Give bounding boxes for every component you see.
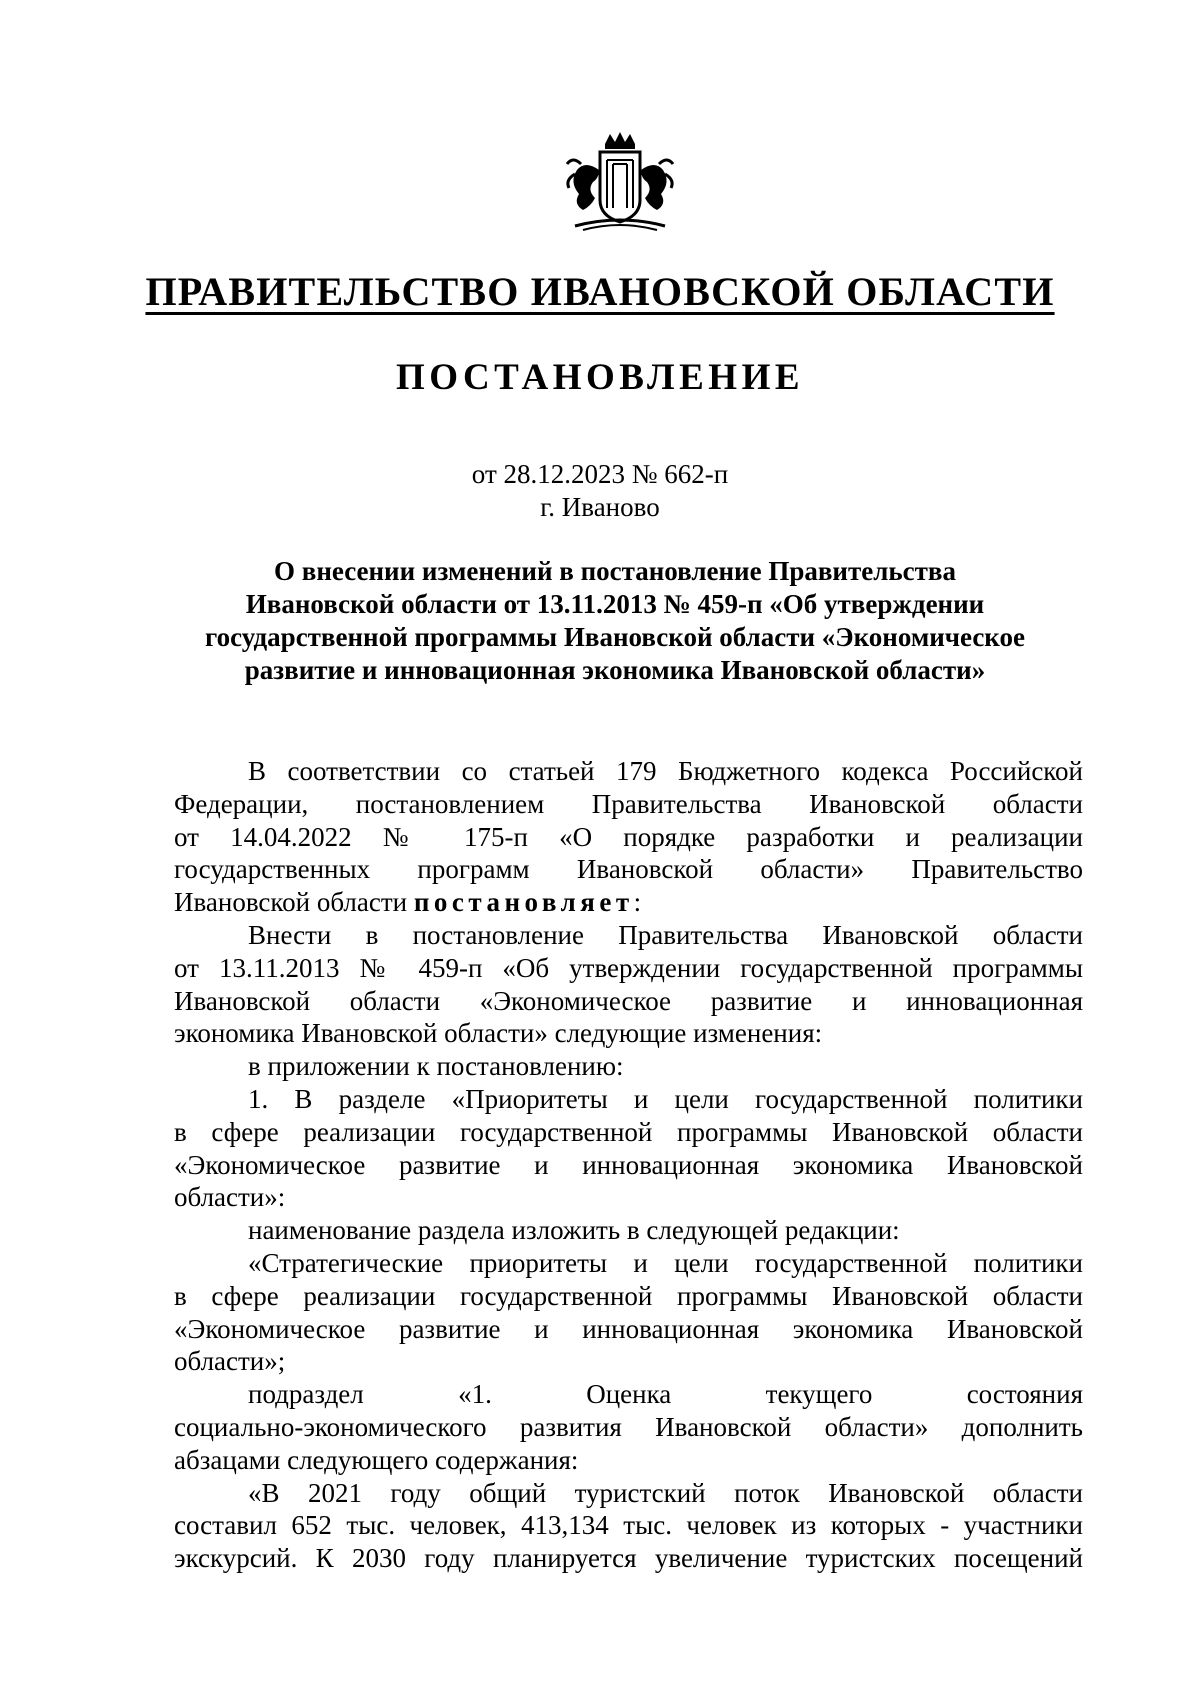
body-line: 1. В разделе «Приоритеты и цели государственной политики (248, 1083, 1083, 1114)
body-line: области»; (174, 1346, 286, 1377)
body-line: «В 2021 году общий туристский поток Ивановской области (248, 1477, 1083, 1508)
decree-colon: : (633, 887, 642, 918)
body-line: Федерации, постановлением Правительства Ивановской области (174, 788, 1083, 819)
document-city: г. Иваново (540, 492, 660, 522)
document-type: ПОСТАНОВЛЕНИЕ (395, 357, 805, 398)
body-line: «Экономическое развитие и инновационная экономика Ивановской (174, 1313, 1083, 1344)
body-line: социально-экономического развития Ивановской области» дополнить (174, 1411, 1083, 1442)
subject-line: О внесении изменений в постановление Правительства (274, 556, 956, 586)
subject-line: Ивановской области от 13.11.2013 № 459-п «Об утверждении (245, 589, 985, 619)
body-line: от 14.04.2022 № 175-п «О порядке разработки и реализации (174, 821, 1083, 852)
document-date-number: от 28.12.2023 № 662-п (471, 459, 729, 489)
document-body (174, 755, 1083, 1575)
body-line-text: Ивановской области (174, 887, 408, 918)
body-line-decree (174, 886, 1083, 919)
body-line: государственных программ Ивановской области» Правительство (174, 854, 1083, 885)
document-subject (175, 555, 1055, 687)
body-line: экскурсий. К 2030 году планируется увеличение туристских посещений (174, 1543, 1083, 1574)
government-title: ПРАВИТЕЛЬСТВО ИВАНОВСКОЙ ОБЛАСТИ (145, 269, 1055, 314)
body-line: составил 652 тыс. человек, 413,134 тыс. человек из которых - участники (174, 1510, 1083, 1541)
body-line: «Стратегические приоритеты и цели государственной политики (248, 1247, 1083, 1278)
coat-of-arms-icon (555, 130, 685, 240)
body-line: в сфере реализации государственной программы Ивановской области (174, 1116, 1083, 1147)
decree-word: постановляет (413, 887, 634, 918)
subject-line: государственной программы Ивановской области «Экономическое (205, 622, 1025, 652)
subject-line: развитие и инновационная экономика Ивановской области» (244, 655, 986, 685)
body-line: в приложении к постановлению: (248, 1051, 624, 1082)
body-line: в сфере реализации государственной программы Ивановской области (174, 1280, 1083, 1311)
body-line: экономика Ивановской области» следующие изменения: (174, 1018, 823, 1049)
body-line: от 13.11.2013 № 459-п «Об утверждении государственной программы (174, 952, 1083, 983)
body-line: подраздел «1. Оценка текущего состояния (248, 1379, 1083, 1410)
body-line: В соответствии со статьей 179 Бюджетного кодекса Российской (248, 756, 1083, 786)
body-line: наименование раздела изложить в следующей редакции: (248, 1215, 900, 1246)
body-line: области»: (174, 1182, 286, 1213)
body-line: абзацами следующего содержания: (174, 1444, 579, 1475)
body-line: «Экономическое развитие и инновационная экономика Ивановской (174, 1149, 1083, 1180)
body-line: Ивановской области «Экономическое развитие и инновационная (174, 985, 1083, 1016)
body-line: Внести в постановление Правительства Ивановской области (248, 919, 1083, 950)
